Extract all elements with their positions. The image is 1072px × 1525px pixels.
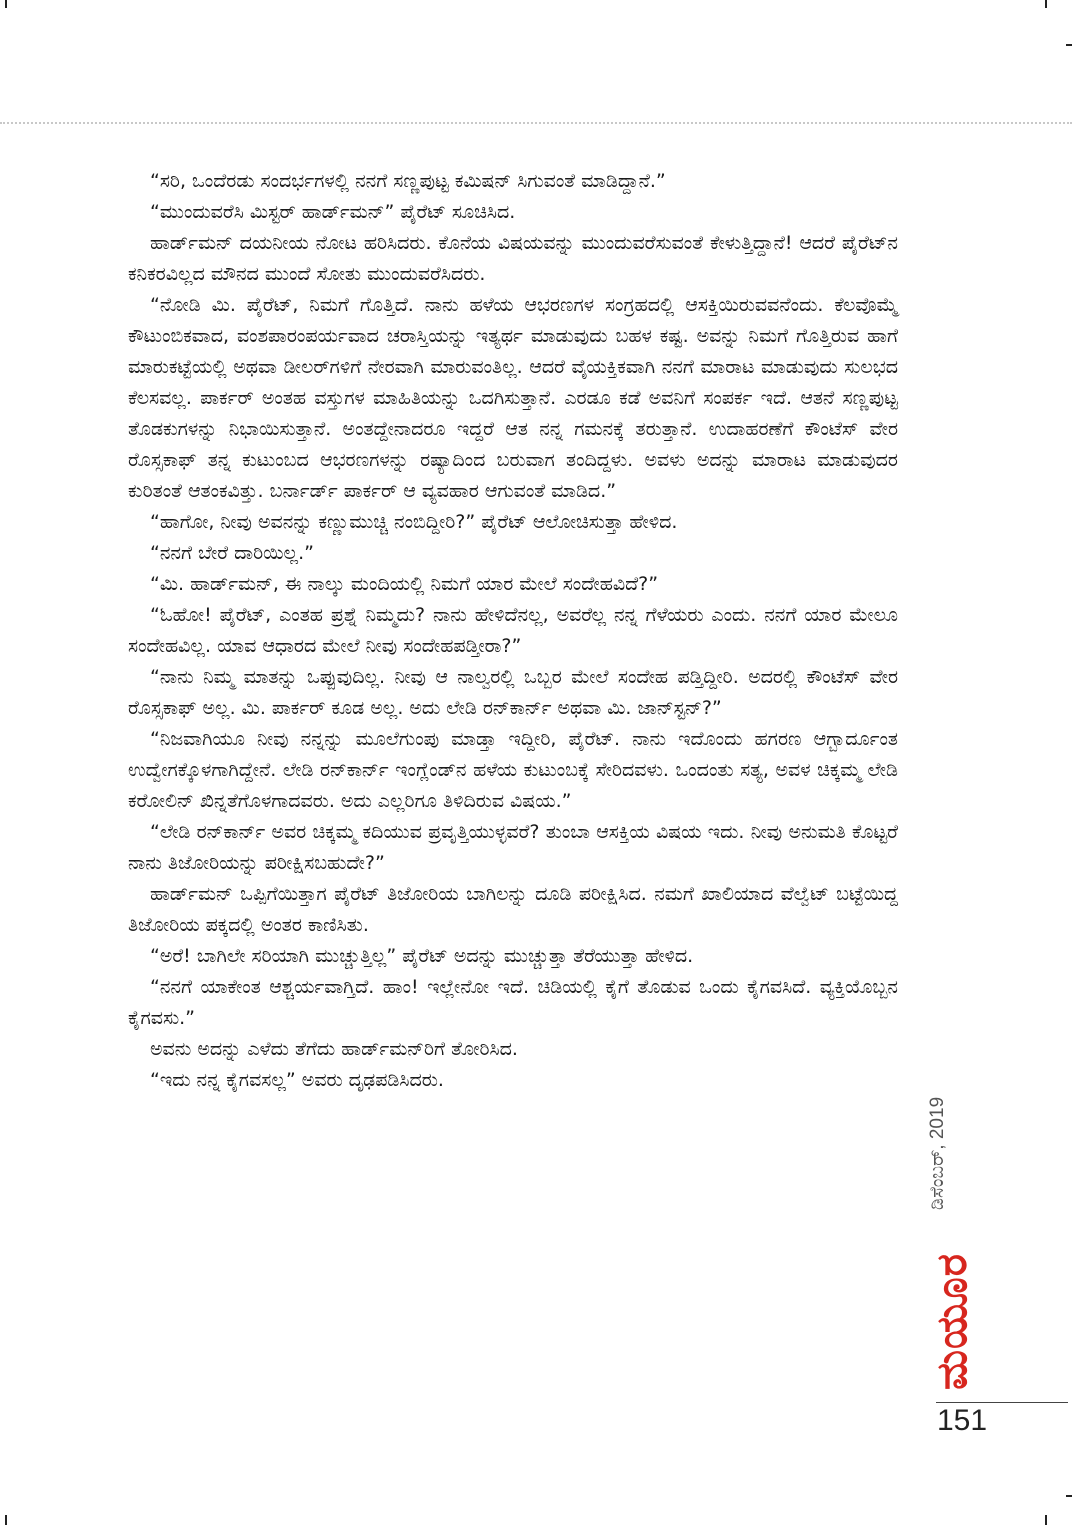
paragraph: “ನಿಜವಾಗಿಯೂ ನೀವು ನನ್ನನ್ನು ಮೂಲೆಗುಂಪು ಮಾಡ್ತಾ ಇದ್ದೀರಿ, ಪೈರೆಟ್. ನಾನು ಇದೊಂದು ಹಗರಣ ಆಗ್ಬಾರ್ದೂಂತ ಉದ್ವೇಗಕ್ಕೊಳಗಾಗಿದ್ದೇನೆ. ಲೇಡಿ ರನ್‌ಕಾರ್ನ್ ಇಂಗ್ಲೆಂಡ್‌ನ ಹಳೆಯ ಕುಟುಂಬಕ್ಕೆ ಸೇರಿದವಳು. ಒಂದಂತು ಸತ್ಯ, ಅವಳ ಚಿಕ್ಕಮ್ಮ ಲೇಡಿ ಕರೋಲಿನ್ ಖಿನ್ನತೆಗೊಳಗಾದವರು. ಅದು ಎಲ್ಲರಿಗೂ ತಿಳಿದಿರುವ ವಿಷಯ.” [128, 728, 898, 812]
magazine-logo: ಮಯೂರ [927, 1253, 976, 1390]
paragraph: ಅವನು ಅದನ್ನು ಎಳೆದು ತೆಗೆದು ಹಾರ್ಡ್‌ಮನ್‌ರಿಗೆ ತೋರಿಸಿದ. [150, 1038, 518, 1060]
paragraph: “ಮುಂದುವರೆಸಿ ಮಿಸ್ಟರ್ ಹಾರ್ಡ್‌ಮನ್” ಪೈರೆಟ್ ಸೂಚಿಸಿದ. [150, 201, 516, 223]
crop-mark-top-left [5, 0, 7, 8]
paragraph: “ಇದು ನನ್ನ ಕೈಗವಸಲ್ಲ” ಅವರು ದೃಢಪಡಿಸಿದರು. [150, 1069, 444, 1091]
crop-mark-right-upper [1066, 44, 1072, 46]
paragraph: “ಹಾಗೋ, ನೀವು ಅವನನ್ನು ಕಣ್ಣುಮುಚ್ಚಿ ನಂಬಿದ್ದೀರಿ?” ಪೈರೆಟ್ ಆಲೋಚಿಸುತ್ತಾ ಹೇಳಿದ. [150, 511, 678, 533]
crop-mark-top-right [1045, 0, 1047, 8]
paragraph: “ಓಹೋ! ಪೈರೆಟ್, ಎಂತಹ ಪ್ರಶ್ನೆ ನಿಮ್ಮದು? ನಾನು ಹೇಳಿದೆನಲ್ಲ, ಅವರೆಲ್ಲ ನನ್ನ ಗೆಳೆಯರು ಎಂದು. ನನಗೆ ಯಾರ ಮೇಲೂ ಸಂದೇಹವಿಲ್ಲ. ಯಾವ ಆಧಾರದ ಮೇಲೆ ನೀವು ಸಂದೇಹಪಡ್ತೀರಾ?” [128, 604, 898, 657]
crop-mark-bottom-right [1045, 1515, 1047, 1525]
folio-rule [936, 1402, 1068, 1403]
paragraph: “ಮಿ. ಹಾರ್ಡ್‌ಮನ್, ಈ ನಾಲ್ಕು ಮಂದಿಯಲ್ಲಿ ನಿಮಗೆ ಯಾರ ಮೇಲೆ ಸಂದೇಹವಿದೆ?” [150, 573, 659, 595]
page-number: 151 [937, 1404, 988, 1437]
paragraph: “ಅರೆ! ಬಾಗಿಲೇ ಸರಿಯಾಗಿ ಮುಚ್ಚುತ್ತಿಲ್ಲ” ಪೈರೆಟ್ ಅದನ್ನು ಮುಚ್ಚುತ್ತಾ ತೆರೆಯುತ್ತಾ ಹೇಳಿದ. [150, 945, 694, 967]
paragraph: “ನೋಡಿ ಮಿ. ಪೈರೆಟ್, ನಿಮಗೆ ಗೊತ್ತಿದೆ. ನಾನು ಹಳೆಯ ಆಭರಣಗಳ ಸಂಗ್ರಹದಲ್ಲಿ ಆಸಕ್ತಿಯಿರುವವನೆಂದು. ಕೆಲವೊಮ್ಮೆ ಕೌಟುಂಬಿಕವಾದ, ವಂಶಪಾರಂಪರ್ಯವಾದ ಚರಾಸ್ತಿಯನ್ನು ಇತ್ಯರ್ಥ ಮಾಡುವುದು ಬಹಳ ಕಷ್ಟ. ಅವನ್ನು ನಿಮಗೆ ಗೊತ್ತಿರುವ ಹಾಗೆ ಮಾರುಕಟ್ಟೆಯಲ್ಲಿ ಅಥವಾ ಡೀಲರ್‌ಗಳಿಗೆ ನೇರವಾಗಿ ಮಾರುವಂತಿಲ್ಲ. ಆದರೆ ವೈಯಕ್ತಿಕವಾಗಿ ನನಗೆ ಮಾರಾಟ ಮಾಡುವುದು ಸುಲಭದ ಕೆಲಸವಲ್ಲ. ಪಾರ್ಕರ್ ಅಂತಹ ವಸ್ತುಗಳ ಮಾಹಿತಿಯನ್ನು ಒದಗಿಸುತ್ತಾನೆ. ಎರಡೂ ಕಡೆ ಅವನಿಗೆ ಸಂಪರ್ಕ ಇದೆ. ಆತನೆ ಸಣ್ಣಪುಟ್ಟ ತೊಡಕುಗಳನ್ನು ನಿಭಾಯಿಸುತ್ತಾನೆ. ಅಂತದ್ದೇನಾದರೂ ಇದ್ದರೆ ಆತ ನನ್ನ ಗಮನಕ್ಕೆ ತರುತ್ತಾನೆ. ಉದಾಹರಣೆಗೆ ಕೌಂಟೆಸ್ ವೇರ ರೊಸ್ಸಕಾಫ್ ತನ್ನ ಕುಟುಂಬದ ಆಭರಣಗಳನ್ನು ರಷ್ಯಾದಿಂದ ಬರುವಾಗ ತಂದಿದ್ದಳು. ಅವಳು ಅದನ್ನು ಮಾರಾಟ ಮಾಡುವುದರ ಕುರಿತಂತೆ ಆತಂಕವಿತ್ತು. ಬರ್ನಾರ್ಡ್ ಪಾರ್ಕರ್ ಆ ವ್ಯವಹಾರ ಆಗುವಂತೆ ಮಾಡಿದ.” [128, 294, 898, 502]
crop-mark-right-lower [1066, 1495, 1072, 1497]
paragraph: “ಸರಿ, ಒಂದೆರಡು ಸಂದರ್ಭಗಳಲ್ಲಿ ನನಗೆ ಸಣ್ಣಪುಟ್ಟ ಕಮಿಷನ್ ಸಿಗುವಂತೆ ಮಾಡಿದ್ದಾನೆ.” [150, 170, 666, 192]
paragraph: ಹಾರ್ಡ್‌ಮನ್ ಒಪ್ಪಿಗೆಯಿತ್ತಾಗ ಪೈರೆಟ್ ತಿಜೋರಿಯ ಬಾಗಿಲನ್ನು ದೂಡಿ ಪರೀಕ್ಷಿಸಿದ. ನಮಗೆ ಖಾಲಿಯಾದ ವೆಲ್ವೆಟ್ ಬಟ್ಟೆಯಿದ್ದ ತಿಜೋರಿಯ ಪಕ್ಕದಲ್ಲಿ ಅಂತರ ಕಾಣಿಸಿತು. [128, 883, 898, 936]
paragraph: “ನನಗೆ ಯಾಕೇಂತ ಆಶ್ಚರ್ಯವಾಗ್ತಿದೆ. ಹಾಂ! ಇಲ್ಲೇನೋ ಇದೆ. ಚಿಡಿಯಲ್ಲಿ ಕೈಗೆ ತೊಡುವ ಒಂದು ಕೈಗವಸಿದೆ. ವ್ಯಕ್ತಿಯೊಬ್ಬನ ಕೈಗವಸು.” [128, 976, 898, 1029]
header-dotted-rule [0, 122, 1072, 124]
paragraph: “ಲೇಡಿ ರನ್‌ಕಾರ್ನ್ ಅವರ ಚಿಕ್ಕಮ್ಮ ಕದಿಯುವ ಪ್ರವೃತ್ತಿಯುಳ್ಳವರೆ? ತುಂಬಾ ಆಸಕ್ತಿಯ ವಿಷಯ ಇದು. ನೀವು ಅನುಮತಿ ಕೊಟ್ಟರೆ ನಾನು ತಿಜೋರಿಯನ್ನು ಪರೀಕ್ಷಿಸಬಹುದೇ?” [128, 821, 898, 874]
paragraph: “ನಾನು ನಿಮ್ಮ ಮಾತನ್ನು ಒಪ್ಪುವುದಿಲ್ಲ. ನೀವು ಆ ನಾಲ್ವರಲ್ಲಿ ಒಬ್ಬರ ಮೇಲೆ ಸಂದೇಹ ಪಡ್ತಿದ್ದೀರಿ. ಅದರಲ್ಲಿ ಕೌಂಟೆಸ್ ವೇರ ರೊಸ್ಸಕಾಫ್ ಅಲ್ಲ. ಮಿ. ಪಾರ್ಕರ್ ಕೂಡ ಅಲ್ಲ. ಅದು ಲೇಡಿ ರನ್‌ಕಾರ್ನ್ ಅಥವಾ ಮಿ. ಜಾನ್‌ಸ್ಟನ್?” [128, 666, 898, 719]
issue-date: ಡಿಸೆಂಬರ್, 2019 [927, 1096, 948, 1210]
paragraph: ಹಾರ್ಡ್‌ಮನ್ ದಯನೀಯ ನೋಟ ಹರಿಸಿದರು. ಕೊನೆಯ ವಿಷಯವನ್ನು ಮುಂದುವರೆಸುವಂತೆ ಕೇಳುತ್ತಿದ್ದಾನೆ! ಆದರೆ ಪೈರೆಟ್‌ನ ಕನಿಕರವಿಲ್ಲದ ಮೌನದ ಮುಂದೆ ಸೋತು ಮುಂದುವರೆಸಿದರು. [128, 232, 898, 285]
article-body [128, 166, 898, 1096]
paragraph: “ನನಗೆ ಬೇರೆ ದಾರಿಯಿಲ್ಲ.” [150, 542, 314, 564]
crop-mark-bottom-left [5, 1515, 7, 1525]
